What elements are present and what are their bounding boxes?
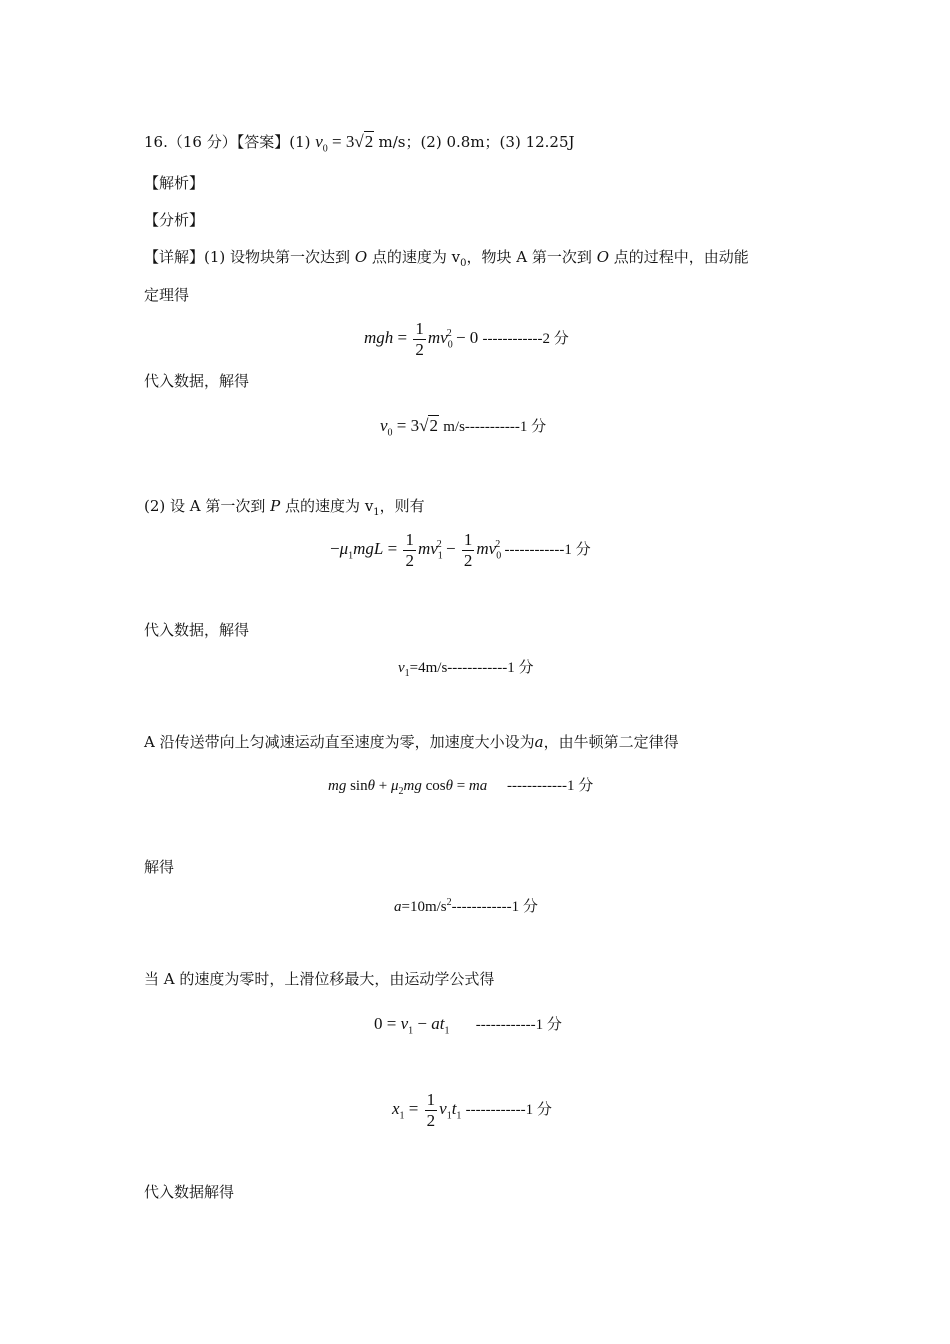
score-1-newton: ------------1 分 — [507, 778, 594, 794]
equation-kinematic: $0 = v_1 - at_1$ ------------1 分 — [374, 1014, 562, 1037]
var-a: a — [534, 733, 544, 751]
part2-prefix: (2) 设 A 第一次到 — [144, 497, 266, 515]
equation-a: $a=10m/s^2------------1$ 分 — [394, 897, 538, 915]
score-2: ------------2 分 — [482, 330, 569, 347]
var-a-2: a — [394, 899, 402, 915]
part2-end: 点的速度为 v — [285, 497, 374, 515]
point-p: P — [270, 497, 281, 515]
detail-mid: 点的速度为 v — [371, 248, 461, 266]
score-1-kinematic: ------------1 分 — [475, 1017, 562, 1033]
score-1-v0: -----------1 分 — [464, 419, 547, 435]
daixu-2: 代入数据，解得 — [144, 621, 250, 639]
score-1-friction: ------------1 分 — [504, 541, 591, 558]
daixu-1: 代入数据，解得 — [144, 372, 250, 390]
equation-friction: $-\mu_1mgL$ = $\frac{1}{2}$ $mv_1^2$ − $\frac{1}{2}$ $mv_0^2$ ------------1 分 — [330, 530, 591, 570]
answer-values: m/s；(2) 0.8m；(3) 12.25J — [378, 133, 575, 151]
detail-prefix: 【详解】(1) 设物块第一次达到 — [144, 248, 351, 266]
part2-line — [144, 499, 425, 518]
a-line-pre: A 沿传送带向上匀减速运动直至速度为零，加速度大小设为 — [144, 733, 535, 751]
a-value: =10m/s — [401, 899, 447, 915]
equation-energy: mgh = $\frac{1}{2}$ $mv_0^2 - 0$ ------------2 分 — [364, 319, 569, 359]
equation-v1: $v_1=4m/s------------1$ 分 — [398, 660, 534, 679]
a-score: ------------1 分 — [451, 899, 538, 915]
when-line: 当 A 的速度为零时，上滑位移最大，由运动学公式得 — [144, 970, 495, 988]
label-fenxi: 【分析】 — [144, 211, 205, 229]
point-o-2: O — [596, 248, 609, 266]
question-number: 16.（16 分）【答案】(1) — [144, 133, 311, 151]
answer-v0-formula: $v_0 = 3√2$ — [315, 132, 374, 155]
dingli-line: 定理得 — [144, 286, 190, 304]
a-line-post: ，由牛顿第二定律得 — [543, 733, 679, 751]
point-o: O — [354, 248, 368, 266]
score-1-displacement: ------------1 分 — [465, 1101, 552, 1118]
v1-value: =4m/s------------1 分 — [409, 660, 534, 676]
daixu-3: 代入数据解得 — [144, 1183, 235, 1201]
sub-one: 1 — [373, 507, 380, 518]
equation-displacement: $x_1$ = $\frac{1}{2}$ $v_1t_1$ ------------1 分 — [392, 1090, 552, 1130]
detail-line-1 — [144, 250, 749, 269]
sub-zero: 0 — [460, 258, 467, 269]
detail-mid2: ，物块 A 第一次到 — [466, 248, 592, 266]
label-jiexi: 【解析】 — [144, 174, 205, 192]
part2-tail: ，则有 — [379, 497, 425, 515]
equation-newton: mg $\sin\theta + \mu_2mg$ cosθ = ma ------------1 分 — [328, 778, 594, 797]
equation-v0: $v_0 = 3√2$ m/s-----------1 分 — [380, 416, 547, 439]
a-line — [144, 735, 679, 750]
detail-end: 点的过程中，由动能 — [613, 248, 749, 266]
jiede: 解得 — [144, 858, 175, 876]
answer-header — [144, 133, 575, 154]
